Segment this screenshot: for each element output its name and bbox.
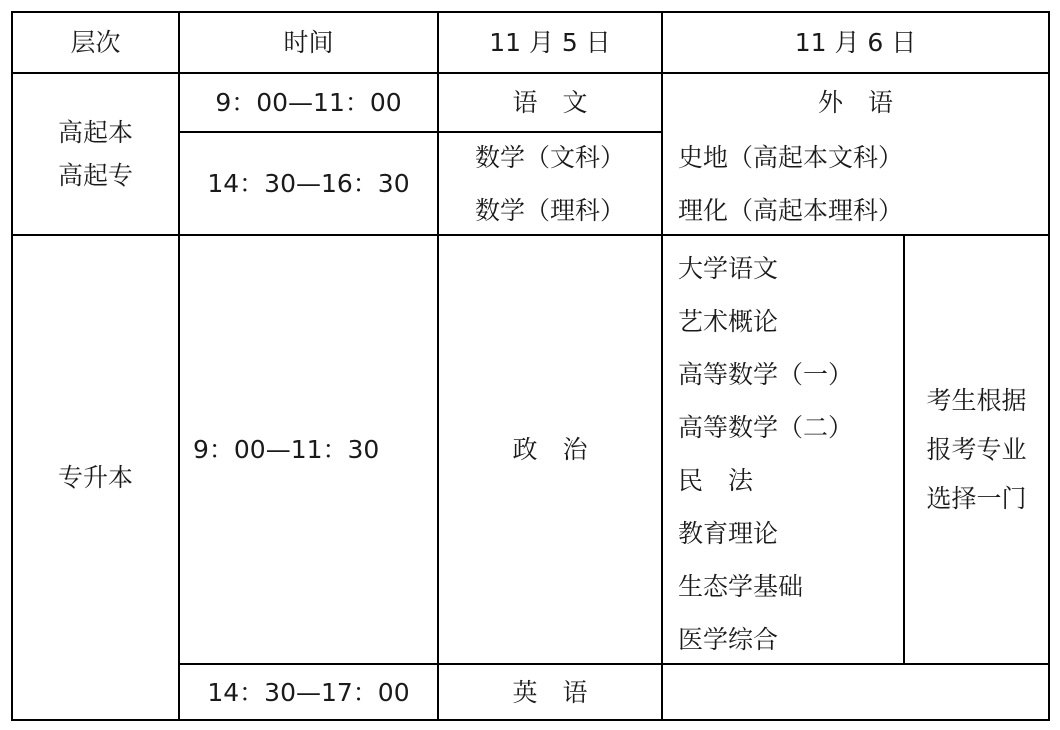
subject-civil-law: 民 法 [678, 466, 754, 495]
gaoqi-level-cell [13, 74, 178, 234]
note-line-2: 报考专业 [926, 435, 1027, 464]
zsb-afternoon-time: 14：30—17：00 [207, 677, 410, 707]
header-day2: 11 月 6 日 [794, 28, 917, 57]
zsb-level-cell: 专升本 [57, 463, 133, 492]
table-border-bottom [11, 719, 1050, 721]
note-line-3: 选择一门 [926, 484, 1027, 513]
subject-ecology: 生态学基础 [678, 572, 804, 601]
level-gaoqizhuan: 高起专 [57, 161, 133, 190]
gaoqi-morning-day1: 语 文 [512, 88, 588, 117]
header-level: 层次 [70, 28, 121, 57]
subject-math-arts: 数学（文科） [474, 142, 625, 172]
zsb-afternoon-day2 [663, 665, 1048, 719]
subject-advanced-math-2: 高等数学（二） [678, 413, 854, 442]
subject-advanced-math-1: 高等数学（一） [678, 360, 854, 389]
zsb-afternoon-day1: 英 语 [512, 677, 588, 707]
header-day1: 11 月 5 日 [489, 28, 611, 57]
zsb-morning-time: 9：00—11：30 [193, 435, 380, 464]
subject-physics-chemistry: 理化（高起本理科） [678, 195, 904, 225]
subject-history-geography: 史地（高起本文科） [678, 142, 904, 172]
gaoqi-afternoon-time: 14：30—16：30 [207, 169, 410, 198]
gaoqi-morning-time: 9：00—11：00 [215, 88, 402, 117]
subject-medicine: 医学综合 [678, 625, 779, 654]
subject-college-chinese: 大学语文 [678, 254, 779, 283]
subject-math-science: 数学（理科） [474, 195, 625, 225]
zsb-morning-day2-note [905, 236, 1048, 663]
zsb-morning-day2-subjects [663, 236, 903, 663]
gaoqi-afternoon-day2 [663, 133, 1048, 234]
subject-education-theory: 教育理论 [678, 519, 779, 548]
level-gaoqiben: 高起本 [57, 118, 133, 147]
zsb-morning-day1: 政 治 [512, 435, 588, 464]
subject-art-theory: 艺术概论 [678, 307, 779, 336]
gaoqi-morning-day2: 外 语 [817, 88, 893, 117]
header-time: 时间 [283, 28, 334, 57]
table-border-right [1048, 11, 1050, 721]
note-line-1: 考生根据 [926, 386, 1027, 415]
gaoqi-afternoon-day1 [439, 133, 661, 234]
